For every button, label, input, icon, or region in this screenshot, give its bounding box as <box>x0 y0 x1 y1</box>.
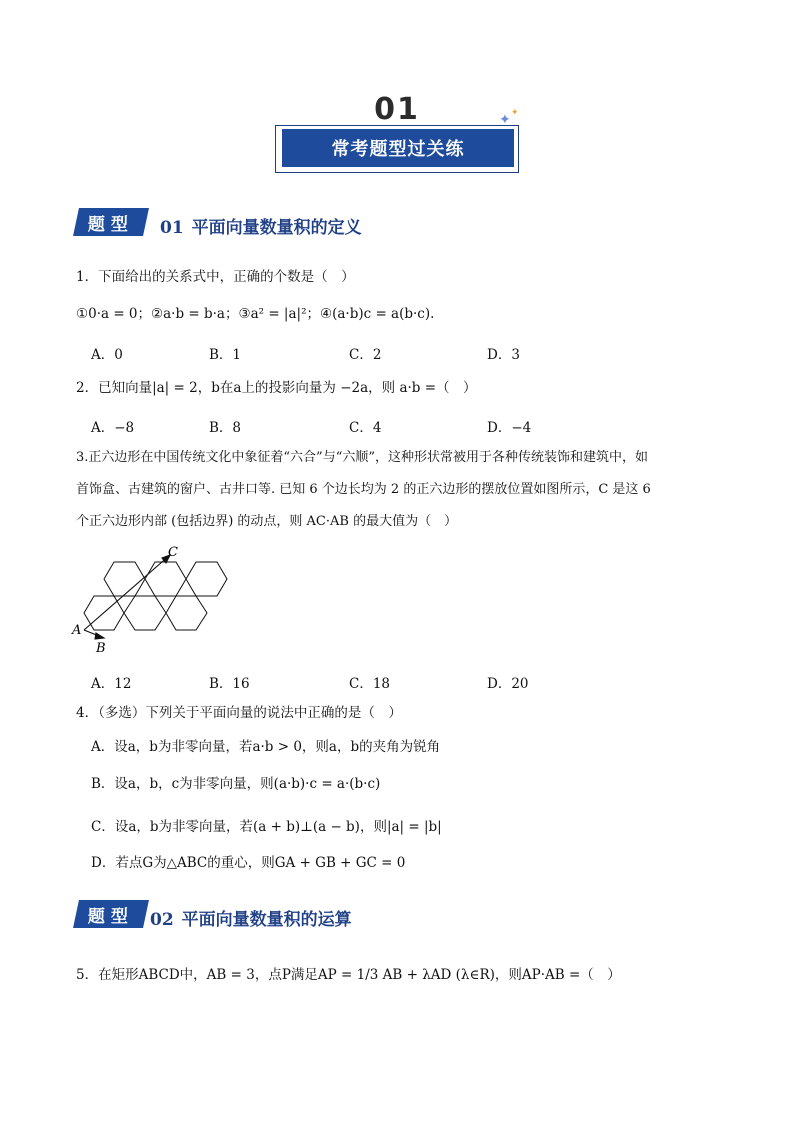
hexagon-figure <box>66 540 246 658</box>
hexagon-top-2 <box>145 562 186 596</box>
hexagon-mid-3 <box>166 596 207 630</box>
type-heading: 01 平面向量数量积的定义 <box>160 218 362 238</box>
q1-option-d: D．3 <box>487 347 520 363</box>
q4-option-b: B．设a，b，c为非零向量，则(a·b)·c = a·(b·c) <box>91 776 381 792</box>
q2-option-c: C．4 <box>349 420 382 436</box>
banner-title: 常考题型过关练 <box>282 129 514 167</box>
q1-option-c: C．2 <box>349 347 382 363</box>
vector-ac-line <box>84 555 170 630</box>
q3-option-d: D．20 <box>487 676 529 692</box>
vector-ab-arrowhead <box>95 633 104 639</box>
question-3-line-3: 个正六边形内部 (包括边界) 的动点，则 AC·AB 的最大值为（ ） <box>76 514 458 529</box>
label-b: B <box>96 641 106 656</box>
q1-option-a: A．0 <box>91 347 123 363</box>
q4-option-d: D．若点G为△ABC的重心，则GA + GB + GC = 0 <box>91 855 406 871</box>
hexagon-grid <box>84 562 227 630</box>
q2-option-b: B．8 <box>209 420 242 436</box>
hexagon-mid-2 <box>124 596 166 630</box>
label-a: A <box>72 623 82 638</box>
q2-option-a: A．−8 <box>91 420 135 436</box>
q3-option-c: C．18 <box>349 676 391 692</box>
hexagon-top-3 <box>186 562 227 596</box>
q4-option-a: A．设a，b为非零向量，若a·b > 0，则a，b的夹角为锐角 <box>91 739 441 755</box>
question-1-relations: ①0·a = 0；②a·b = b·a；③a² = |a|²；④(a·b)c = a(b·c). <box>76 306 435 322</box>
type-tag: 题型 <box>73 208 149 236</box>
q1-option-b: B．1 <box>209 347 242 363</box>
q3-option-b: B．16 <box>209 676 250 692</box>
question-1-stem: 1．下面给出的关系式中，正确的个数是（ ） <box>76 269 355 285</box>
section-number: 01 <box>374 92 420 127</box>
hexagon-top-1 <box>104 562 145 596</box>
question-3-line-2: 首饰盒、古建筑的窗户、古井口等. 已知 6 个边长均为 2 的正六边形的摆放位置如图所示，C 是这 6 <box>76 482 651 497</box>
question-3-line-1: 3.正六边形在中国传统文化中象征着“六合”与“六顺”，这种形状常被用于各种传统装饰和建筑中，如 <box>76 450 648 465</box>
q2-option-d: D．−4 <box>487 420 532 436</box>
question-5-stem: 5．在矩形ABCD中，AB = 3，点P满足AP = 1/3 AB + λAD (λ∈R)，则AP·AB =（ ） <box>76 967 621 983</box>
question-2-stem: 2．已知向量|a| = 2，b在a上的投影向量为 −2a，则 a·b =（ ） <box>76 380 477 396</box>
sparkle-icon: ✦ <box>499 112 511 128</box>
sparkle-small-icon: ✦ <box>511 108 519 118</box>
q4-option-c: C．设a，b为非零向量，若(a + b)⊥(a − b)，则|a| = |b| <box>91 819 442 835</box>
label-c: C <box>168 545 178 560</box>
type-heading: 02 平面向量数量积的运算 <box>150 910 352 930</box>
type-tag: 题型 <box>73 900 149 928</box>
question-4-stem: 4．（多选）下列关于平面向量的说法中正确的是（ ） <box>76 705 402 721</box>
q3-option-a: A．12 <box>91 676 132 692</box>
